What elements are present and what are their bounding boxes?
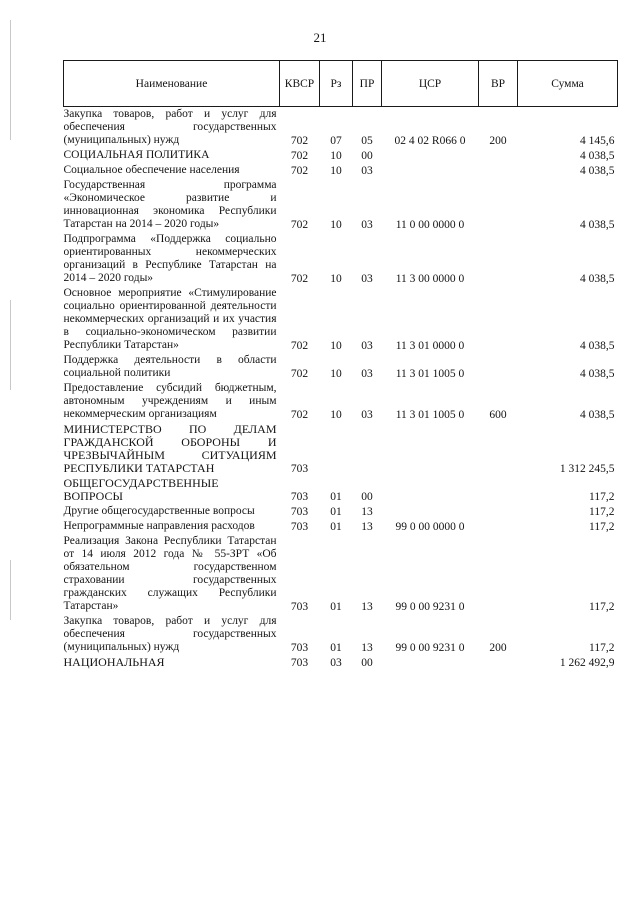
cell-vr: 200	[489, 135, 507, 147]
column-header-vr: ВР	[479, 61, 518, 107]
cell-csr	[382, 476, 479, 504]
cell-kvsr: 702	[290, 368, 309, 380]
cell-pr: 03	[361, 273, 373, 285]
cell-sum: 4 038,5	[580, 165, 615, 177]
table-row	[64, 381, 618, 422]
column-header-pr: ПР	[353, 61, 382, 107]
column-header-name: Наименование	[64, 61, 280, 107]
cell-pr: 00	[361, 150, 373, 162]
cell-rz: 10	[330, 150, 342, 162]
cell-kvsr: 702	[290, 135, 309, 147]
cell-rz: 01	[330, 601, 342, 613]
cell-pr: 03	[361, 409, 373, 421]
table-row	[64, 504, 618, 519]
cell-pr: 05	[361, 135, 373, 147]
cell-pr: 03	[361, 219, 373, 231]
cell-kvsr: 703	[290, 601, 309, 613]
cell-name: Другие общегосударственные вопросы	[63, 505, 255, 517]
table-row	[64, 655, 618, 670]
cell-vr	[479, 286, 518, 353]
cell-csr	[382, 655, 479, 670]
page-number: 21	[313, 30, 327, 45]
cell-pr: 00	[361, 491, 373, 503]
cell-name: Поддержка деятельности в области социальной политики	[63, 354, 277, 379]
cell-sum: 4 038,5	[580, 409, 615, 421]
column-header-rz: Рз	[320, 61, 353, 107]
cell-rz: 03	[330, 657, 342, 669]
cell-name: МИНИСТЕРСТВО ПО ДЕЛАМ ГРАЖДАНСКОЙ ОБОРОНЫ И ЧРЕЗВЫЧАЙНЫМ СИТУАЦИЯМ РЕСПУБЛИКИ ТАТАРСТАН	[63, 422, 277, 475]
table-row	[64, 353, 618, 381]
cell-csr	[382, 422, 479, 476]
cell-csr	[382, 163, 479, 178]
cell-vr	[479, 519, 518, 534]
cell-csr: 99 0 00 9231 0	[395, 642, 465, 654]
column-header-csr: ЦСР	[382, 61, 479, 107]
table-row	[64, 148, 618, 163]
table-row	[64, 534, 618, 614]
cell-csr	[382, 504, 479, 519]
cell-csr: 99 0 00 9231 0	[395, 601, 465, 613]
cell-vr: 200	[489, 642, 507, 654]
cell-name: Подпрограмма «Поддержка социально ориентированных некоммерческих организаций в Республике Татарстан на 2014 – 2020 годы»	[63, 233, 277, 284]
budget-table-container	[63, 60, 617, 670]
column-header-kvsr: КВСР	[280, 61, 320, 107]
cell-csr: 11 3 01 1005 0	[395, 409, 465, 421]
cell-rz: 10	[330, 273, 342, 285]
cell-sum: 117,2	[589, 642, 615, 654]
cell-csr: 02 4 02 R066 0	[394, 135, 466, 147]
table-header	[64, 61, 618, 107]
cell-sum: 4 038,5	[580, 273, 615, 285]
cell-sum: 117,2	[589, 491, 615, 503]
cell-sum: 4 145,6	[580, 135, 615, 147]
cell-vr	[479, 148, 518, 163]
cell-name: Государственная программа «Экономическое развитие и инновационная экономика Республики Татарстан на 2014 – 2020 годы»	[63, 179, 277, 230]
cell-rz: 01	[330, 642, 342, 654]
cell-sum: 4 038,5	[580, 219, 615, 231]
cell-kvsr: 703	[290, 506, 309, 518]
table-row	[64, 232, 618, 286]
cell-sum: 4 038,5	[580, 368, 615, 380]
cell-kvsr: 702	[290, 219, 309, 231]
cell-vr	[479, 476, 518, 504]
cell-kvsr: 703	[290, 521, 309, 533]
table-row	[64, 286, 618, 353]
scan-margin-line	[10, 560, 11, 620]
cell-vr: 600	[489, 409, 507, 421]
cell-vr	[479, 422, 518, 476]
cell-rz: 10	[330, 409, 342, 421]
cell-sum: 117,2	[589, 601, 615, 613]
cell-pr: 13	[361, 506, 373, 518]
table-row	[64, 476, 618, 504]
cell-name: Непрограммные направления расходов	[63, 520, 255, 532]
cell-csr: 11 3 00 0000 0	[395, 273, 465, 285]
cell-rz: 10	[330, 219, 342, 231]
cell-rz: 01	[330, 491, 342, 503]
table-row	[64, 519, 618, 534]
cell-name: Основное мероприятие «Стимулирование социально ориентированной деятельности некоммерческих организаций и их участия в социально-экономическом развитии Республики Татарстан»	[63, 287, 277, 351]
header-row	[64, 61, 618, 107]
cell-rz: 07	[330, 135, 342, 147]
cell-rz: 01	[330, 506, 342, 518]
cell-kvsr: 702	[290, 340, 309, 352]
cell-csr: 11 3 01 0000 0	[395, 340, 465, 352]
cell-sum: 117,2	[589, 506, 615, 518]
cell-name: ОБЩЕГОСУДАРСТВЕННЫЕ ВОПРОСЫ	[63, 476, 219, 503]
cell-sum: 4 038,5	[580, 340, 615, 352]
cell-name: Закупка товаров, работ и услуг для обеспечения государственных (муниципальных) нужд	[63, 108, 277, 146]
cell-sum: 1 312 245,5	[559, 463, 615, 475]
cell-name: НАЦИОНАЛЬНАЯ	[63, 655, 165, 669]
cell-kvsr: 702	[290, 409, 309, 421]
cell-vr	[479, 163, 518, 178]
cell-csr: 11 3 01 1005 0	[395, 368, 465, 380]
table-body	[64, 107, 618, 671]
budget-table	[63, 60, 618, 670]
cell-pr: 03	[361, 368, 373, 380]
scan-margin-line	[10, 300, 11, 390]
cell-kvsr: 703	[290, 463, 309, 475]
cell-kvsr: 703	[290, 657, 309, 669]
cell-pr: 03	[361, 165, 373, 177]
table-row	[64, 107, 618, 149]
column-header-sum: Сумма	[518, 61, 618, 107]
cell-name: Закупка товаров, работ и услуг для обеспечения государственных (муниципальных) нужд	[63, 615, 277, 653]
cell-name: Реализация Закона Республики Татарстан от 14 июля 2012 года № 55-ЗРТ «Об обязательном государственном страховании государственных гражданских служащих Республики Татарстан»	[63, 535, 277, 612]
cell-rz: 10	[330, 340, 342, 352]
cell-pr	[353, 422, 382, 476]
cell-sum: 4 038,5	[580, 150, 615, 162]
cell-pr: 03	[361, 340, 373, 352]
cell-csr: 99 0 00 0000 0	[395, 521, 465, 533]
table-row	[64, 422, 618, 476]
cell-kvsr: 702	[290, 150, 309, 162]
cell-vr	[479, 655, 518, 670]
cell-vr	[479, 353, 518, 381]
cell-vr	[479, 178, 518, 232]
cell-vr	[479, 232, 518, 286]
cell-rz: 01	[330, 521, 342, 533]
cell-kvsr: 702	[290, 273, 309, 285]
table-row	[64, 163, 618, 178]
cell-rz: 10	[330, 368, 342, 380]
cell-vr	[479, 504, 518, 519]
cell-rz	[320, 422, 353, 476]
cell-kvsr: 703	[290, 491, 309, 503]
table-row	[64, 614, 618, 655]
cell-vr	[479, 534, 518, 614]
cell-pr: 13	[361, 521, 373, 533]
cell-rz: 10	[330, 165, 342, 177]
cell-name: Предоставление субсидий бюджетным, автономным учреждениям и иным некоммерческим организациям	[63, 382, 277, 420]
cell-csr: 11 0 00 0000 0	[395, 219, 465, 231]
cell-pr: 13	[361, 601, 373, 613]
cell-pr: 00	[361, 657, 373, 669]
cell-kvsr: 702	[290, 165, 309, 177]
cell-kvsr: 703	[290, 642, 309, 654]
cell-sum: 117,2	[589, 521, 615, 533]
cell-name: СОЦИАЛЬНАЯ ПОЛИТИКА	[63, 149, 210, 161]
cell-name: Социальное обеспечение населения	[63, 164, 240, 176]
cell-pr: 13	[361, 642, 373, 654]
cell-sum: 1 262 492,9	[559, 657, 615, 669]
cell-csr	[382, 148, 479, 163]
table-row	[64, 178, 618, 232]
